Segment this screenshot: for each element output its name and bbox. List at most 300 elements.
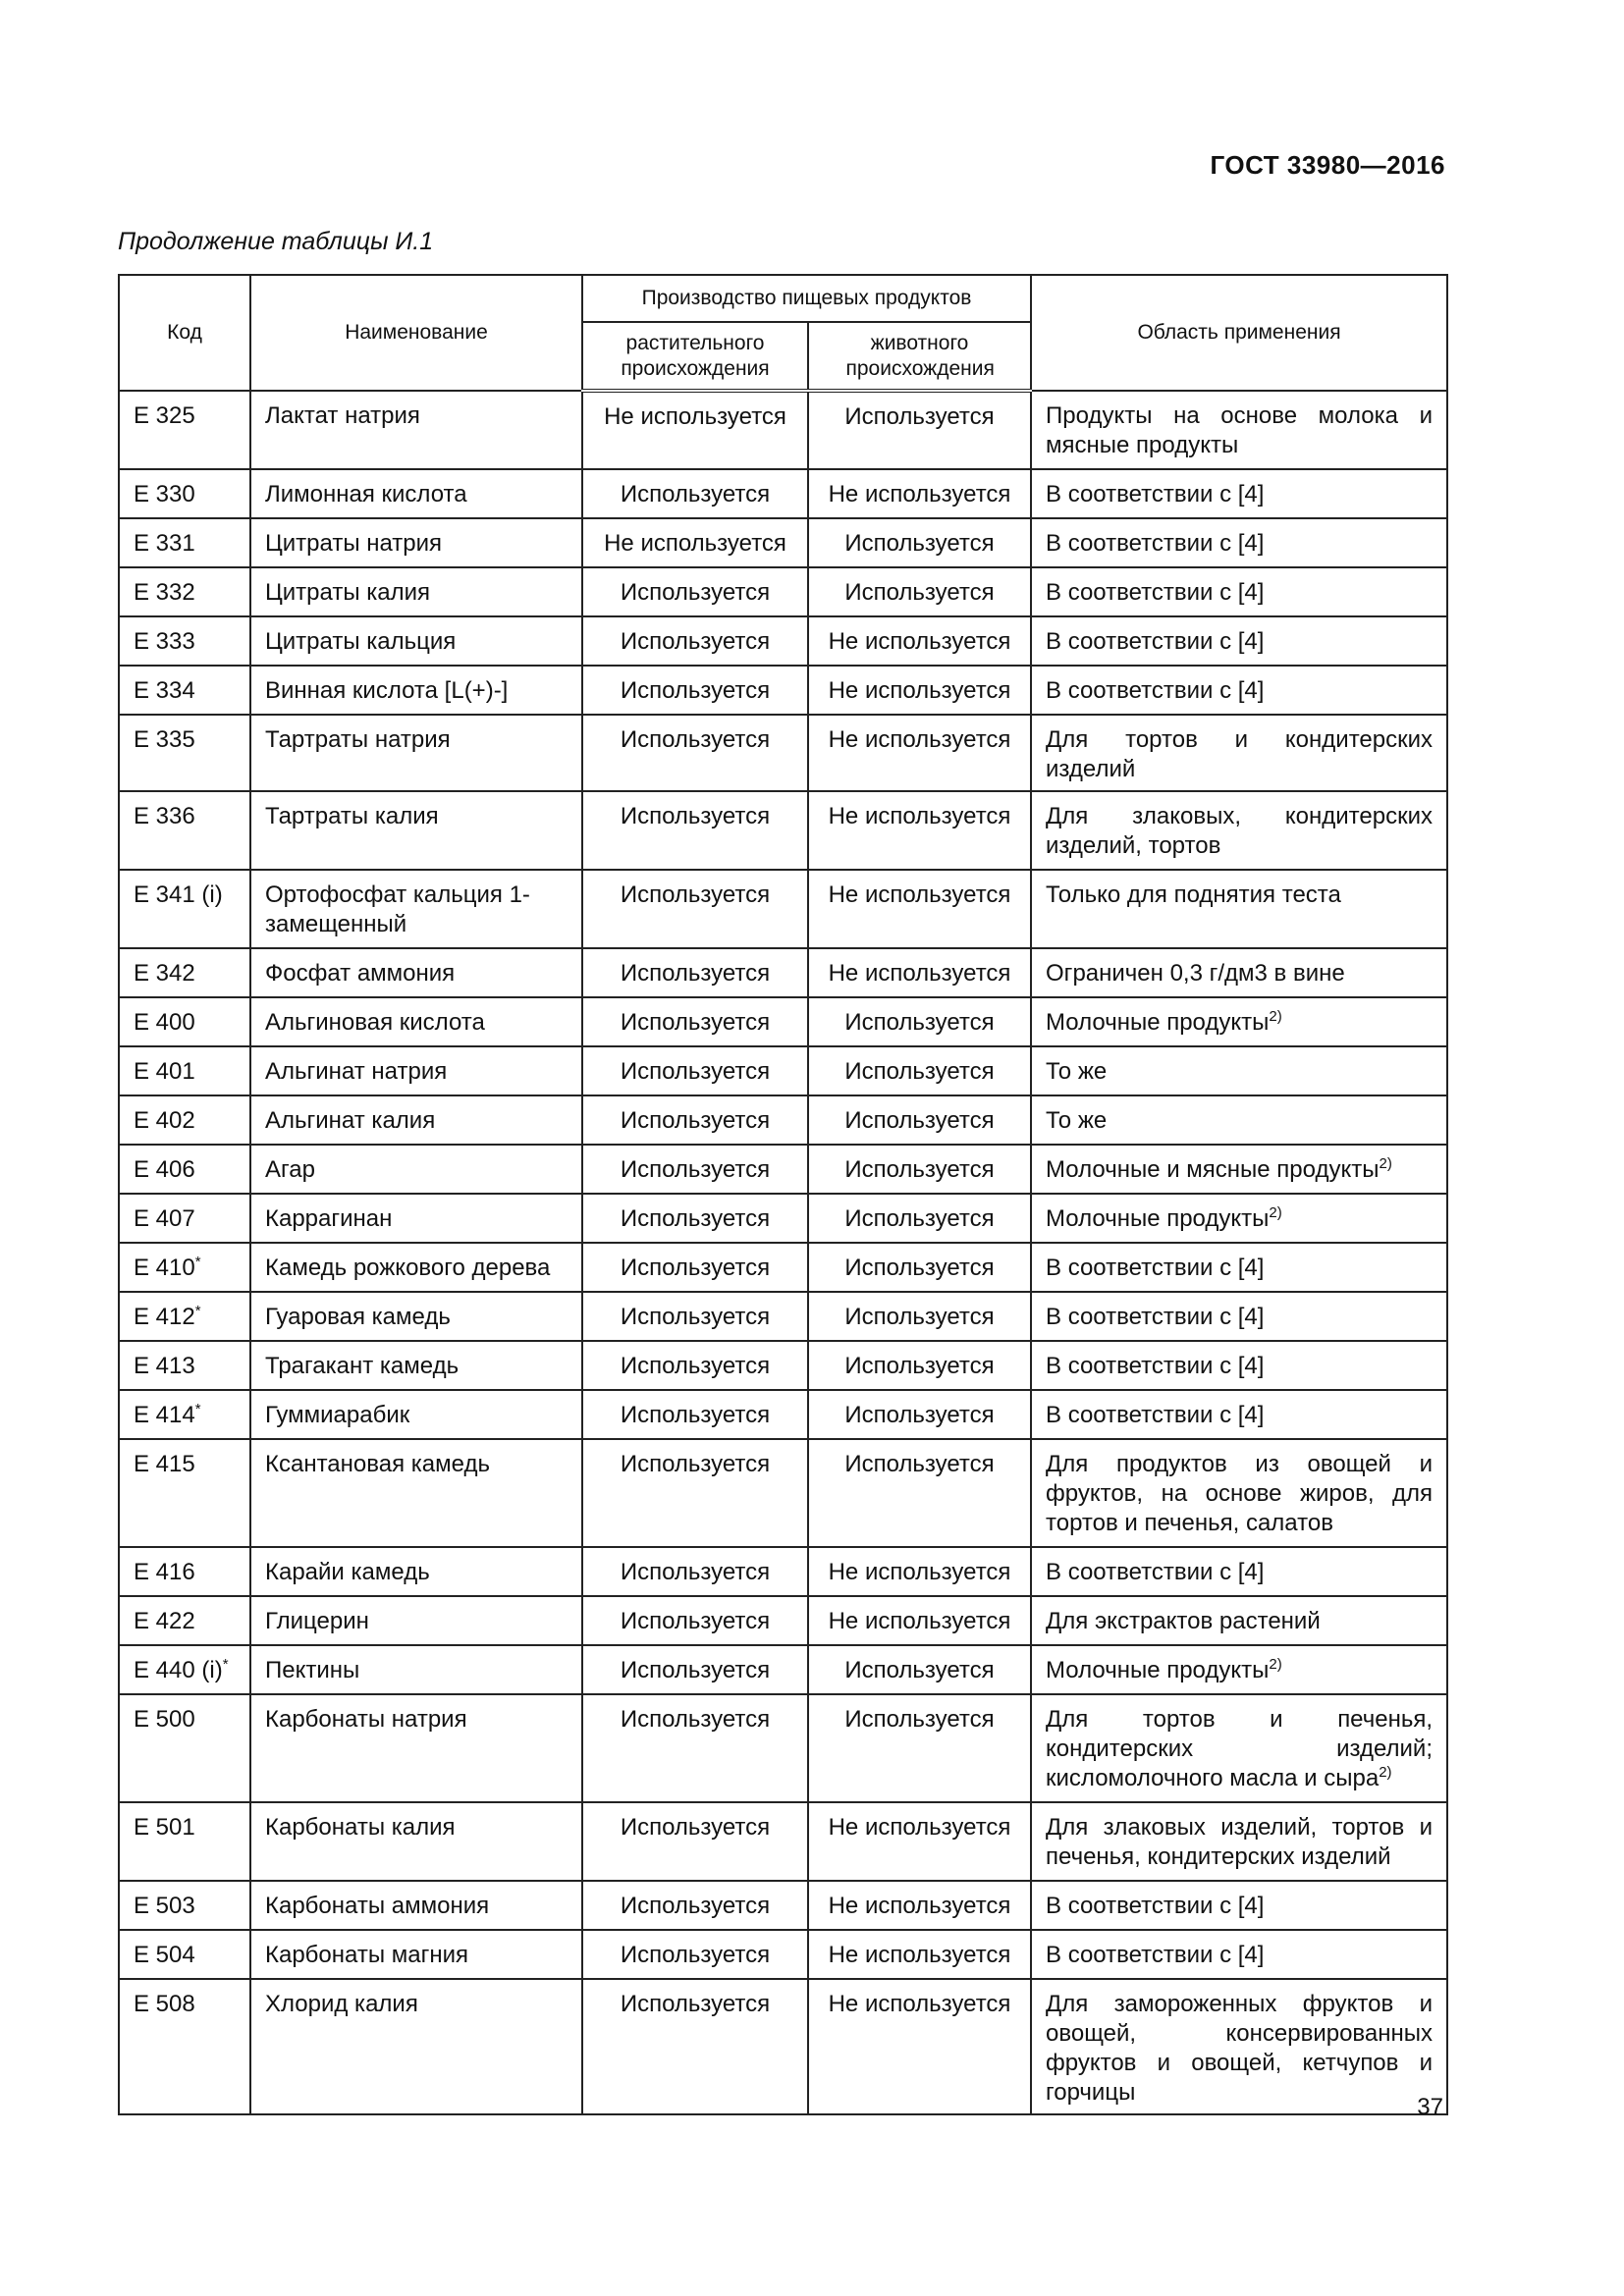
- cell-animal-text: Не используется: [828, 1814, 1011, 1841]
- cell-plant: [582, 1439, 808, 1547]
- header-name: Наименование: [250, 275, 582, 391]
- cell-name-text: Карбонаты натрия: [265, 1706, 467, 1733]
- cell-area-superscript: 2): [1269, 1008, 1282, 1025]
- cell-code: [119, 1979, 250, 2114]
- cell-plant-text: Используется: [620, 1942, 771, 1968]
- cell-code-text: Е 335: [134, 726, 195, 753]
- cell-plant: [582, 1645, 808, 1694]
- cell-name: [250, 1243, 582, 1292]
- cell-code: [119, 666, 250, 715]
- cell-area: [1031, 391, 1447, 469]
- cell-plant: [582, 1694, 808, 1802]
- cell-animal: [808, 1930, 1031, 1979]
- cell-name: [250, 1439, 582, 1547]
- cell-plant: [582, 1194, 808, 1243]
- cell-animal-text: Используется: [844, 1304, 995, 1330]
- cell-area-text: В соответствии с [4]: [1046, 677, 1265, 704]
- table-row: [119, 997, 1447, 1046]
- cell-animal-text: Не используется: [828, 481, 1011, 507]
- cell-plant: [582, 391, 808, 469]
- cell-area: [1031, 1390, 1447, 1439]
- cell-animal-text: Используется: [844, 530, 995, 557]
- cell-area-text: Для злаковых изделий, тортов и печенья, кондитерских изделий: [1046, 1814, 1434, 1870]
- cell-code: [119, 1145, 250, 1194]
- cell-plant: [582, 469, 808, 518]
- table-row: [119, 1439, 1447, 1547]
- cell-area-text: В соответствии с [4]: [1046, 481, 1265, 507]
- cell-name: [250, 791, 582, 870]
- cell-area: [1031, 1802, 1447, 1881]
- cell-animal: [808, 1095, 1031, 1145]
- cell-plant-text: Используется: [620, 1706, 771, 1733]
- cell-animal-text: Используется: [844, 1058, 995, 1085]
- cell-area: [1031, 1930, 1447, 1979]
- cell-plant-text: Используется: [620, 628, 771, 655]
- cell-area-text: Молочные продукты: [1046, 1657, 1270, 1683]
- cell-name: [250, 1881, 582, 1930]
- cell-animal: [808, 1881, 1031, 1930]
- cell-code: [119, 518, 250, 567]
- cell-area: [1031, 567, 1447, 616]
- cell-code-text: Е 410: [134, 1255, 195, 1281]
- cell-plant: [582, 1145, 808, 1194]
- cell-name: [250, 666, 582, 715]
- header-code: Код: [119, 275, 250, 391]
- cell-code-text: Е 504: [134, 1942, 195, 1968]
- cell-area: [1031, 1645, 1447, 1694]
- cell-animal: [808, 791, 1031, 870]
- table-row: [119, 1341, 1447, 1390]
- cell-code-text: Е 402: [134, 1107, 195, 1134]
- cell-animal-text: Используется: [844, 579, 995, 606]
- cell-animal-text: Используется: [844, 1451, 995, 1477]
- cell-code: [119, 997, 250, 1046]
- cell-plant: [582, 1979, 808, 2114]
- cell-code-text: Е 342: [134, 960, 195, 987]
- cell-plant: [582, 1292, 808, 1341]
- cell-code: [119, 1930, 250, 1979]
- cell-plant: [582, 1046, 808, 1095]
- cell-animal: [808, 948, 1031, 997]
- cell-code: [119, 1046, 250, 1095]
- table-body: [119, 391, 1447, 2114]
- cell-name: [250, 567, 582, 616]
- cell-animal: [808, 1145, 1031, 1194]
- cell-animal: [808, 666, 1031, 715]
- cell-plant: [582, 1390, 808, 1439]
- cell-code-superscript: *: [222, 1656, 229, 1673]
- cell-code-text: Е 414: [134, 1402, 195, 1428]
- cell-area-text: В соответствии с [4]: [1046, 1942, 1265, 1968]
- cell-area: [1031, 791, 1447, 870]
- cell-area: [1031, 1979, 1447, 2114]
- cell-area-text: Молочные продукты: [1046, 1009, 1270, 1036]
- cell-name-text: Хлорид калия: [265, 1991, 418, 2017]
- cell-name-text: Тартраты натрия: [265, 726, 451, 753]
- cell-plant: [582, 1930, 808, 1979]
- cell-animal-text: Не используется: [828, 960, 1011, 987]
- cell-area: [1031, 469, 1447, 518]
- cell-name-text: Ксантановая камедь: [265, 1451, 490, 1477]
- table-row: [119, 1145, 1447, 1194]
- cell-code: [119, 616, 250, 666]
- cell-code: [119, 791, 250, 870]
- cell-area-text: Молочные продукты: [1046, 1205, 1270, 1232]
- cell-animal-text: Не используется: [828, 628, 1011, 655]
- cell-name-text: Цитраты калия: [265, 579, 431, 606]
- cell-name: [250, 870, 582, 948]
- cell-code: [119, 469, 250, 518]
- cell-name: [250, 1802, 582, 1881]
- cell-area-text: Для тортов и кондитерских изделий: [1046, 726, 1434, 782]
- cell-area-text: Для экстрактов растений: [1046, 1608, 1321, 1634]
- cell-name: [250, 391, 582, 469]
- cell-code-superscript: *: [194, 1254, 201, 1270]
- cell-area: [1031, 997, 1447, 1046]
- cell-area: [1031, 948, 1447, 997]
- cell-name: [250, 1547, 582, 1596]
- cell-plant: [582, 567, 808, 616]
- cell-code-text: Е 341 (i): [134, 881, 223, 908]
- cell-plant-text: Используется: [620, 1205, 771, 1232]
- cell-code-text: Е 331: [134, 530, 195, 557]
- cell-name-text: Фосфат аммония: [265, 960, 456, 987]
- cell-area: [1031, 666, 1447, 715]
- cell-animal: [808, 1390, 1031, 1439]
- cell-plant-text: Не используется: [604, 403, 786, 430]
- cell-plant-text: Используется: [620, 1893, 771, 1919]
- cell-name-text: Винная кислота [L(+)-]: [265, 677, 509, 704]
- cell-code-text: Е 422: [134, 1608, 195, 1634]
- cell-name: [250, 1046, 582, 1095]
- cell-code: [119, 567, 250, 616]
- cell-name-text: Гуаровая камедь: [265, 1304, 451, 1330]
- cell-plant-text: Используется: [620, 1058, 771, 1085]
- cell-animal: [808, 1341, 1031, 1390]
- cell-name-text: Карбонаты калия: [265, 1814, 456, 1841]
- cell-code: [119, 1439, 250, 1547]
- cell-name: [250, 1145, 582, 1194]
- cell-name-text: Альгинат калия: [265, 1107, 436, 1134]
- cell-area: [1031, 1881, 1447, 1930]
- table-row: [119, 1645, 1447, 1694]
- cell-name-text: Глицерин: [265, 1608, 369, 1634]
- cell-area: [1031, 518, 1447, 567]
- cell-plant: [582, 1881, 808, 1930]
- cell-area: [1031, 1547, 1447, 1596]
- table-row: [119, 948, 1447, 997]
- table-row: [119, 1095, 1447, 1145]
- cell-name-text: Карбонаты магния: [265, 1942, 469, 1968]
- cell-area: [1031, 1439, 1447, 1547]
- cell-name-text: Пектины: [265, 1657, 360, 1683]
- cell-code-text: Е 336: [134, 803, 195, 829]
- cell-animal: [808, 1439, 1031, 1547]
- cell-area: [1031, 1046, 1447, 1095]
- cell-plant-text: Используется: [620, 881, 771, 908]
- cell-name-text: Тартраты калия: [265, 803, 439, 829]
- table-row: [119, 518, 1447, 567]
- cell-area-text: В соответствии с [4]: [1046, 530, 1265, 557]
- cell-code: [119, 391, 250, 469]
- cell-code: [119, 1390, 250, 1439]
- cell-code-text: Е 503: [134, 1893, 195, 1919]
- cell-code: [119, 1095, 250, 1145]
- cell-area-text: В соответствии с [4]: [1046, 1255, 1265, 1281]
- cell-area-superscript: 2): [1269, 1204, 1282, 1221]
- cell-animal-text: Используется: [844, 1353, 995, 1379]
- header-plant-origin: растительного происхождения: [582, 322, 808, 391]
- cell-animal-text: Используется: [844, 1009, 995, 1036]
- table-row: [119, 666, 1447, 715]
- cell-animal: [808, 1645, 1031, 1694]
- table-row: [119, 870, 1447, 948]
- cell-name: [250, 1694, 582, 1802]
- cell-plant-text: Используется: [620, 1402, 771, 1428]
- cell-plant-text: Используется: [620, 1559, 771, 1585]
- cell-plant: [582, 666, 808, 715]
- cell-plant-text: Используется: [620, 1657, 771, 1683]
- cell-code: [119, 1341, 250, 1390]
- cell-animal: [808, 469, 1031, 518]
- cell-animal: [808, 518, 1031, 567]
- cell-animal: [808, 715, 1031, 791]
- cell-code-text: Е 333: [134, 628, 195, 655]
- cell-plant-text: Используется: [620, 1353, 771, 1379]
- cell-code: [119, 1547, 250, 1596]
- cell-area-text: В соответствии с [4]: [1046, 1304, 1265, 1330]
- cell-code: [119, 1596, 250, 1645]
- cell-animal: [808, 616, 1031, 666]
- table-row: [119, 391, 1447, 469]
- cell-code-text: Е 501: [134, 1814, 195, 1841]
- cell-plant: [582, 1547, 808, 1596]
- cell-code-text: Е 400: [134, 1009, 195, 1036]
- additives-table: [118, 274, 1448, 2115]
- cell-plant: [582, 1802, 808, 1881]
- cell-code-text: Е 334: [134, 677, 195, 704]
- cell-name: [250, 1930, 582, 1979]
- cell-plant-text: Используется: [620, 1009, 771, 1036]
- cell-code: [119, 1881, 250, 1930]
- cell-plant: [582, 1596, 808, 1645]
- cell-code-text: Е 412: [134, 1304, 195, 1330]
- cell-animal: [808, 870, 1031, 948]
- cell-plant-text: Не используется: [604, 530, 786, 557]
- cell-area-superscript: 2): [1379, 1764, 1392, 1781]
- cell-name: [250, 1194, 582, 1243]
- cell-plant: [582, 1243, 808, 1292]
- table-row: [119, 1390, 1447, 1439]
- page-number: 37: [1417, 2094, 1443, 2120]
- table-row: [119, 1881, 1447, 1930]
- cell-plant: [582, 715, 808, 791]
- cell-name-text: Гуммиарабик: [265, 1402, 410, 1428]
- cell-area: [1031, 1292, 1447, 1341]
- cell-plant-text: Используется: [620, 481, 771, 507]
- table-row: [119, 1547, 1447, 1596]
- cell-code-text: Е 500: [134, 1706, 195, 1733]
- cell-animal: [808, 567, 1031, 616]
- cell-plant-text: Используется: [620, 1814, 771, 1841]
- cell-animal-text: Не используется: [828, 677, 1011, 704]
- table-row: [119, 1292, 1447, 1341]
- cell-code: [119, 1694, 250, 1802]
- cell-plant-text: Используется: [620, 803, 771, 829]
- cell-area-superscript: 2): [1379, 1155, 1392, 1172]
- cell-name-text: Лимонная кислота: [265, 481, 467, 507]
- table-row: [119, 616, 1447, 666]
- cell-area: [1031, 1145, 1447, 1194]
- cell-animal: [808, 1802, 1031, 1881]
- table-row: [119, 469, 1447, 518]
- cell-animal: [808, 1547, 1031, 1596]
- cell-name: [250, 997, 582, 1046]
- header-production: Производство пищевых продуктов: [582, 275, 1031, 322]
- cell-area-text: В соответствии с [4]: [1046, 1402, 1265, 1428]
- header-animal-origin: животного происхождения: [808, 322, 1031, 391]
- table-row: [119, 1802, 1447, 1881]
- cell-plant-text: Используется: [620, 960, 771, 987]
- table-row: [119, 1194, 1447, 1243]
- cell-plant: [582, 1341, 808, 1390]
- cell-plant-text: Используется: [620, 1107, 771, 1134]
- cell-plant: [582, 948, 808, 997]
- cell-animal: [808, 1694, 1031, 1802]
- cell-plant-text: Используется: [620, 1608, 771, 1634]
- cell-plant: [582, 616, 808, 666]
- cell-code: [119, 1292, 250, 1341]
- cell-code: [119, 1802, 250, 1881]
- cell-plant: [582, 870, 808, 948]
- cell-name: [250, 1979, 582, 2114]
- cell-animal-text: Используется: [844, 1205, 995, 1232]
- cell-name-text: Трагакант камедь: [265, 1353, 460, 1379]
- table-row: [119, 567, 1447, 616]
- table-row: [119, 1243, 1447, 1292]
- cell-animal: [808, 1596, 1031, 1645]
- cell-animal-text: Не используется: [828, 1893, 1011, 1919]
- cell-area-text: Ограничен 0,3 г/дм3 в вине: [1046, 960, 1345, 987]
- cell-area-text: В соответствии с [4]: [1046, 1893, 1265, 1919]
- cell-code-text: Е 406: [134, 1156, 195, 1183]
- cell-name: [250, 1390, 582, 1439]
- cell-code: [119, 1243, 250, 1292]
- cell-plant-text: Используется: [620, 677, 771, 704]
- cell-area-text: В соответствии с [4]: [1046, 1559, 1265, 1585]
- cell-animal: [808, 1046, 1031, 1095]
- cell-code-text: Е 416: [134, 1559, 195, 1585]
- cell-animal: [808, 1243, 1031, 1292]
- cell-code-text: Е 325: [134, 402, 195, 429]
- cell-code-superscript: *: [194, 1303, 201, 1319]
- cell-plant-text: Используется: [620, 1304, 771, 1330]
- cell-area-text: Для замороженных фруктов и овощей, консервированных фруктов и овощей, кетчупов и горчицы: [1046, 1991, 1434, 2106]
- cell-name: [250, 948, 582, 997]
- cell-area-text: В соответствии с [4]: [1046, 579, 1265, 606]
- cell-plant: [582, 791, 808, 870]
- cell-name-text: Альгиновая кислота: [265, 1009, 485, 1036]
- cell-code-text: Е 407: [134, 1205, 195, 1232]
- cell-code: [119, 1645, 250, 1694]
- cell-area-text: Для тортов и печенья, кондитерских изделий; кисломолочного масла и сыра: [1046, 1706, 1434, 1791]
- cell-plant-text: Используется: [620, 1451, 771, 1477]
- table-row: [119, 1930, 1447, 1979]
- cell-animal: [808, 997, 1031, 1046]
- cell-name-text: Ортофосфат кальция 1-замещенный: [265, 881, 530, 937]
- cell-animal-text: Используется: [844, 403, 995, 430]
- cell-area-text: То же: [1046, 1058, 1108, 1085]
- cell-code-text: Е 401: [134, 1058, 195, 1085]
- cell-area-text: Для продуктов из овощей и фруктов, на основе жиров, для тортов и печенья, салатов: [1046, 1451, 1434, 1536]
- cell-name-text: Каррагинан: [265, 1205, 393, 1232]
- table-row: [119, 1046, 1447, 1095]
- cell-code-text: Е 440 (i): [134, 1657, 223, 1683]
- cell-code-text: Е 330: [134, 481, 195, 507]
- cell-animal-text: Используется: [844, 1402, 995, 1428]
- cell-plant: [582, 518, 808, 567]
- cell-name: [250, 715, 582, 791]
- document-header: ГОСТ 33980—2016: [1210, 150, 1445, 180]
- cell-area-text: То же: [1046, 1107, 1108, 1134]
- cell-area: [1031, 1341, 1447, 1390]
- cell-animal-text: Используется: [844, 1706, 995, 1733]
- cell-area-superscript: 2): [1269, 1656, 1282, 1673]
- cell-name-text: Цитраты кальция: [265, 628, 457, 655]
- table-caption: Продолжение таблицы И.1: [118, 228, 434, 255]
- cell-area: [1031, 616, 1447, 666]
- cell-animal: [808, 391, 1031, 469]
- cell-plant: [582, 997, 808, 1046]
- cell-animal-text: Не используется: [828, 1991, 1011, 2017]
- cell-area-text: Только для поднятия теста: [1046, 881, 1341, 908]
- cell-plant-text: Используется: [620, 1156, 771, 1183]
- cell-area-text: В соответствии с [4]: [1046, 1353, 1265, 1379]
- cell-name-text: Лактат натрия: [265, 402, 420, 429]
- cell-animal: [808, 1292, 1031, 1341]
- table-row: [119, 1596, 1447, 1645]
- cell-animal-text: Не используется: [828, 1559, 1011, 1585]
- cell-animal: [808, 1194, 1031, 1243]
- cell-area-text: В соответствии с [4]: [1046, 628, 1265, 655]
- cell-animal-text: Не используется: [828, 1942, 1011, 1968]
- cell-plant-text: Используется: [620, 726, 771, 753]
- cell-code-text: Е 332: [134, 579, 195, 606]
- cell-area: [1031, 1194, 1447, 1243]
- cell-animal-text: Не используется: [828, 881, 1011, 908]
- cell-code-text: Е 415: [134, 1451, 195, 1477]
- cell-plant-text: Используется: [620, 1991, 771, 2017]
- cell-code-text: Е 508: [134, 1991, 195, 2017]
- cell-code: [119, 948, 250, 997]
- cell-animal-text: Используется: [844, 1657, 995, 1683]
- cell-area: [1031, 1243, 1447, 1292]
- cell-animal-text: Не используется: [828, 1608, 1011, 1634]
- cell-animal-text: Не используется: [828, 803, 1011, 829]
- cell-area: [1031, 1095, 1447, 1145]
- cell-name: [250, 1292, 582, 1341]
- cell-animal-text: Используется: [844, 1107, 995, 1134]
- cell-area: [1031, 1596, 1447, 1645]
- table-row: [119, 715, 1447, 791]
- table-row: [119, 791, 1447, 870]
- cell-code: [119, 870, 250, 948]
- cell-animal-text: Не используется: [828, 726, 1011, 753]
- cell-name: [250, 1645, 582, 1694]
- cell-plant-text: Используется: [620, 1255, 771, 1281]
- cell-name-text: Цитраты натрия: [265, 530, 443, 557]
- cell-plant-text: Используется: [620, 579, 771, 606]
